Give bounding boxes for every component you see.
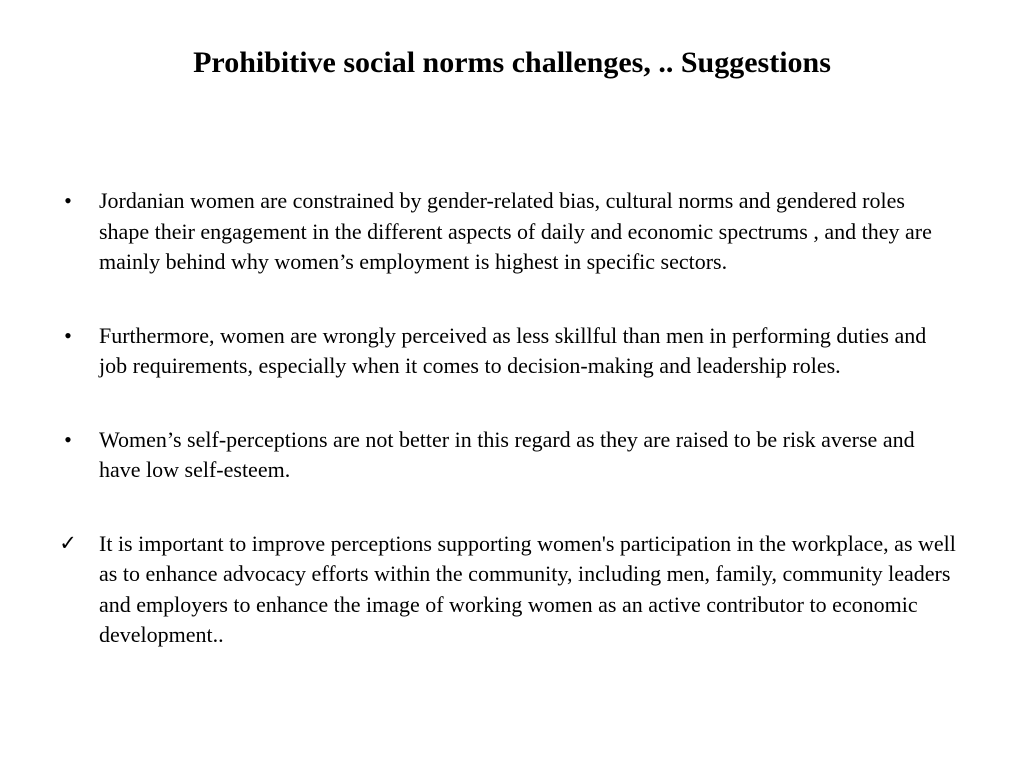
list-item — [58, 321, 958, 382]
bullet-list — [58, 186, 958, 651]
bullet-text: Women’s self-perceptions are not better in this regard as they are raised to be risk averse and have low self-esteem. — [99, 426, 915, 482]
list-item — [58, 186, 958, 278]
slide-title: Prohibitive social norms challenges, .. Suggestions — [193, 46, 831, 79]
checkmark-icon: ✓ — [59, 530, 77, 555]
bullet-text: Jordanian women are constrained by gender-related bias, cultural norms and gendered roles shape their engagement in the different aspects of daily and economic spectrums , and they are mainly behind why women’s employment is highest in specific sectors. — [99, 188, 932, 274]
bullet-dot-icon: • — [64, 188, 72, 213]
bullet-dot-icon: • — [64, 426, 72, 452]
bullet-dot-icon: • — [64, 322, 72, 348]
list-item — [58, 529, 958, 651]
bullet-text: Furthermore, women are wrongly perceived as less skillful than men in performing duties and job requirements, especially when it comes to decision-making and leadership roles. — [99, 322, 927, 378]
list-item — [58, 425, 958, 486]
bullet-text: It is important to improve perceptions supporting women's participation in the workplace, as well as to enhance advocacy efforts within the community, including men, family, community leaders and employers to enhance the image of working women as an active contributor to economic development.. — [99, 530, 956, 647]
